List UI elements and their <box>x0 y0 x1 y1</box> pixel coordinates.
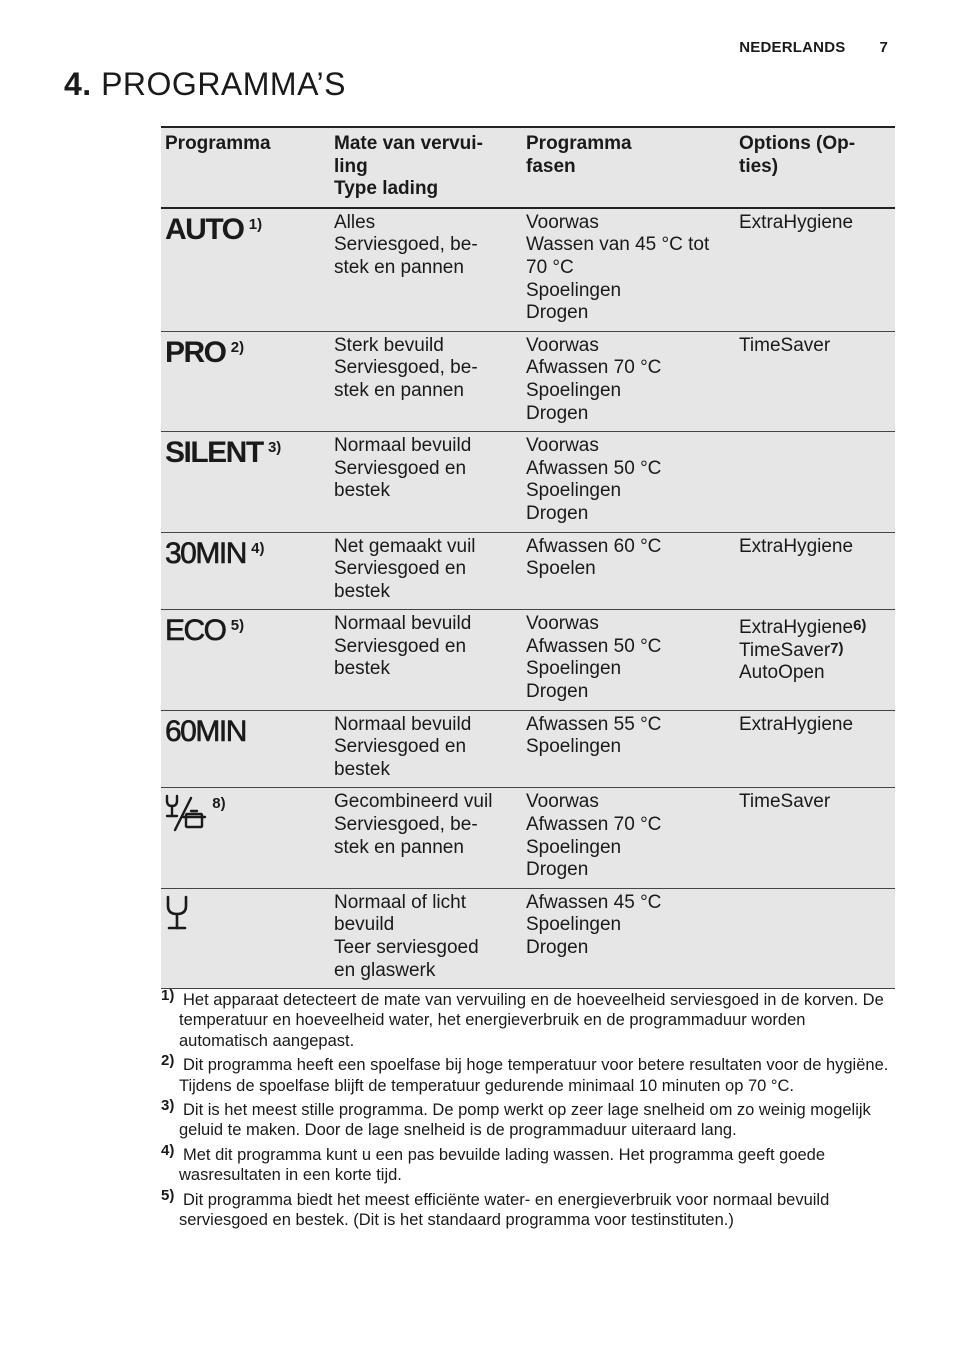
option-label: ExtraHygiene <box>739 535 854 557</box>
option-label: TimeSaver <box>739 334 831 356</box>
footnote-text: Het apparaat detecteert de mate van vervuiling en de hoeveelheid serviesgoed in de korven. De temperatuur en hoeveelheid water, het energieverbruik en de programmaduur worden automatisch aangepast. <box>179 991 884 1050</box>
soiling-text: Gecombineerd vuil Serviesgoed, be- stek en pannen <box>334 791 493 858</box>
footnote-number: 3) <box>161 1097 175 1115</box>
table-row <box>161 788 895 888</box>
soiling-text: Normaal bevuild Serviesgoed en bestek <box>334 435 472 502</box>
program-name: PRO <box>165 335 226 369</box>
soiling-cell <box>330 331 522 431</box>
footnote-number: 2) <box>161 1052 175 1070</box>
header-phases: Programma fasen <box>526 133 632 177</box>
option-item <box>739 640 891 663</box>
table-header-row <box>161 127 895 208</box>
footnote <box>161 1141 891 1186</box>
phases-cell <box>522 788 735 888</box>
section-title: PROGRAMMA’S <box>101 66 346 102</box>
option-item <box>739 662 891 685</box>
table-row <box>161 532 895 610</box>
phases-cell <box>522 532 735 610</box>
table-row <box>161 710 895 788</box>
program-cell <box>161 710 330 788</box>
option-label: TimeSaver <box>739 639 831 661</box>
soiling-cell <box>330 710 522 788</box>
program-name: 60MIN <box>165 714 246 748</box>
soiling-text: Alles Serviesgoed, be- stek en pannen <box>334 211 478 278</box>
soiling-text: Net gemaakt vuil Serviesgoed en bestek <box>334 535 476 602</box>
footnote-ref: 4) <box>251 539 265 557</box>
option-item <box>739 791 891 814</box>
program-cell <box>161 208 330 331</box>
option-label: ExtraHygiene <box>739 211 854 233</box>
soiling-text: Normaal bevuild Serviesgoed en bestek <box>334 713 472 780</box>
options-cell <box>735 532 895 610</box>
options-cell <box>735 208 895 331</box>
option-item <box>739 335 891 358</box>
option-footnote-ref: 6) <box>853 617 867 635</box>
phases-text: Voorwas Afwassen 70 °C Spoelingen Drogen <box>526 334 662 424</box>
footnote-ref: 2) <box>230 338 245 356</box>
page-number: 7 <box>879 39 888 56</box>
option-label: AutoOpen <box>739 662 825 684</box>
soiling-cell <box>330 532 522 610</box>
phases-text: Voorwas Wassen van 45 °C tot 70 °C Spoelingen Drogen <box>526 211 710 324</box>
phases-cell <box>522 888 735 988</box>
header-soiling: Mate van vervui- ling Type lading <box>334 133 483 200</box>
program-cell <box>161 610 330 710</box>
program-name: 30MIN <box>165 536 246 570</box>
option-label: ExtraHygiene <box>739 617 854 639</box>
program-name: AUTO <box>165 212 244 246</box>
phases-text: Voorwas Afwassen 50 °C Spoelingen Drogen <box>526 613 662 703</box>
soiling-text: Normaal of licht bevuild Teer serviesgoed en glaswerk <box>334 891 479 981</box>
header-language: NEDERLANDS <box>739 39 846 56</box>
table-row <box>161 432 895 532</box>
phases-text: Afwassen 60 °C Spoelen <box>526 535 662 580</box>
soiling-cell <box>330 888 522 988</box>
soiling-cell <box>330 432 522 532</box>
footnote-ref: 1) <box>248 215 263 233</box>
phases-cell <box>522 331 735 431</box>
program-cell <box>161 432 330 532</box>
option-footnote-ref: 7) <box>830 639 844 657</box>
phases-cell <box>522 610 735 710</box>
option-label: TimeSaver <box>739 791 831 813</box>
soiling-cell <box>330 788 522 888</box>
footnotes <box>161 987 891 1234</box>
footnote-text: Dit is het meest stille programma. De pomp werkt op zeer lage snelheid om zo weinig mogelijk geluid te maken. Door de lage snelheid is de programmaduur uiteraard lang. <box>179 1101 871 1140</box>
table-row <box>161 888 895 988</box>
programs-table <box>161 126 895 989</box>
footnote <box>161 1097 891 1141</box>
program-cell <box>161 331 330 431</box>
options-cell <box>735 888 895 988</box>
program-name: SILENT <box>165 436 263 470</box>
options-cell <box>735 610 895 710</box>
glass-pot-icon <box>165 794 207 839</box>
phases-text: Afwassen 45 °C Spoelingen Drogen <box>526 891 662 958</box>
section-number: 4. <box>64 66 92 102</box>
page-header <box>739 39 888 56</box>
program-name: ECO <box>165 614 226 648</box>
footnote-ref: 8) <box>212 795 226 813</box>
options-cell <box>735 710 895 788</box>
program-cell <box>161 788 330 888</box>
phases-cell <box>522 432 735 532</box>
option-item <box>739 536 891 559</box>
footnote <box>161 1186 891 1231</box>
phases-text: Afwassen 55 °C Spoelingen <box>526 713 662 758</box>
phases-text: Voorwas Afwassen 70 °C Spoelingen Drogen <box>526 791 662 881</box>
soiling-text: Normaal bevuild Serviesgoed en bestek <box>334 613 472 680</box>
footnote-text: Met dit programma kunt u een pas bevuilde lading wassen. Het programma geeft goede wasresultaten in een korte tijd. <box>179 1145 826 1185</box>
footnote-number: 1) <box>161 987 175 1004</box>
footnote-text: Dit programma biedt het meest efficiënte water- en energieverbruik voor normaal bevuild serviesgoed en bestek. (Dit is het standaard programma voor testinstituten.) <box>179 1190 830 1230</box>
table-row <box>161 331 895 431</box>
header-options: Options (Op- ties) <box>739 133 856 177</box>
footnote <box>161 987 891 1051</box>
program-cell <box>161 532 330 610</box>
options-cell <box>735 331 895 431</box>
table-row <box>161 610 895 710</box>
phases-cell <box>522 208 735 331</box>
soiling-cell <box>330 610 522 710</box>
phases-cell <box>522 710 735 788</box>
option-item <box>739 617 891 640</box>
program-cell <box>161 888 330 988</box>
footnote-text: Dit programma heeft een spoelfase bij hoge temperatuur voor betere resultaten voor de hygiëne. Tijdens de spoelfase blijft de temperatuur gedurende minimaal 10 minuten op 70 °C. <box>179 1056 889 1095</box>
phases-text: Voorwas Afwassen 50 °C Spoelingen Drogen <box>526 435 662 524</box>
wine-glass-icon <box>165 895 189 938</box>
option-label: ExtraHygiene <box>739 713 854 735</box>
header-program: Programma <box>165 133 271 154</box>
footnote-ref: 3) <box>267 439 282 457</box>
footnote-ref: 5) <box>230 617 245 635</box>
table-row <box>161 208 895 331</box>
option-item <box>739 714 891 737</box>
footnote-number: 4) <box>161 1141 175 1159</box>
section-heading <box>64 66 346 103</box>
soiling-cell <box>330 208 522 331</box>
options-cell <box>735 788 895 888</box>
option-item <box>739 212 891 235</box>
options-cell <box>735 432 895 532</box>
footnote <box>161 1052 891 1096</box>
soiling-text: Sterk bevuild Serviesgoed, be- stek en pannen <box>334 334 478 401</box>
footnote-number: 5) <box>161 1186 175 1204</box>
